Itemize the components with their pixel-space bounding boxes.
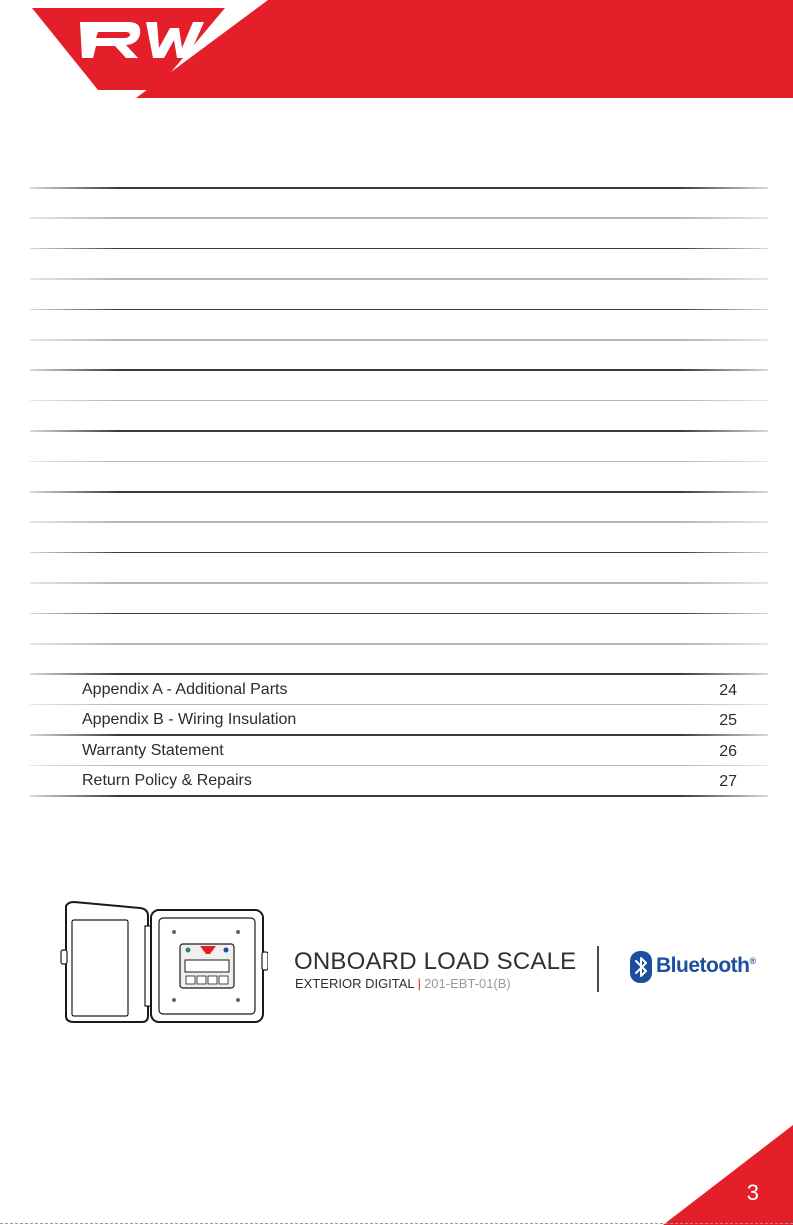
bluetooth-wordmark-text: Bluetooth bbox=[656, 954, 750, 977]
toc-rule bbox=[30, 795, 768, 797]
toc-rule bbox=[30, 552, 768, 554]
toc-entry[interactable] bbox=[30, 765, 768, 795]
registered-mark: ® bbox=[749, 956, 756, 966]
toc-entry[interactable] bbox=[30, 735, 768, 765]
toc-rule bbox=[30, 521, 768, 523]
toc-entry-page: 25 bbox=[719, 712, 737, 730]
toc-entry-label: Appendix A - Additional Parts bbox=[82, 680, 288, 698]
product-title: ONBOARD LOAD SCALE bbox=[294, 948, 577, 975]
toc-entry[interactable] bbox=[30, 704, 768, 734]
toc-rule bbox=[30, 582, 768, 584]
subtitle-separator: | bbox=[417, 976, 422, 991]
header-banner bbox=[0, 0, 793, 98]
toc-rule bbox=[30, 643, 768, 645]
scale-enclosure-icon bbox=[58, 898, 268, 1026]
bluetooth-logo bbox=[630, 950, 756, 986]
toc-rule bbox=[30, 309, 768, 311]
page-number: 3 bbox=[746, 1180, 759, 1205]
toc-rule bbox=[30, 461, 768, 463]
toc-rule bbox=[30, 278, 768, 280]
toc-entry-label: Return Policy & Repairs bbox=[82, 772, 252, 789]
toc-rule bbox=[30, 339, 768, 341]
toc-entry-page: 24 bbox=[719, 681, 737, 699]
toc-entry-label: Appendix B - Wiring Insulation bbox=[82, 711, 297, 729]
toc-entry[interactable] bbox=[30, 674, 768, 704]
toc-entry-label: Warranty Statement bbox=[82, 741, 224, 759]
bottom-trim-line bbox=[0, 1223, 793, 1224]
toc-rule bbox=[30, 400, 768, 402]
product-model: 201-EBT-01(B) bbox=[424, 976, 511, 991]
toc-rule bbox=[30, 187, 768, 189]
page-corner bbox=[663, 1125, 793, 1225]
toc-entry-page: 27 bbox=[719, 773, 737, 790]
vertical-divider bbox=[597, 946, 599, 992]
toc-rule bbox=[30, 491, 768, 493]
toc-rule bbox=[30, 613, 768, 615]
product-block bbox=[58, 898, 766, 1026]
toc-rule bbox=[30, 217, 768, 219]
toc-rule bbox=[30, 430, 768, 432]
toc-entry-page: 26 bbox=[719, 742, 737, 760]
toc-rule bbox=[30, 248, 768, 250]
product-subtitle-text: EXTERIOR DIGITAL bbox=[295, 976, 415, 991]
toc-rule bbox=[30, 369, 768, 371]
bluetooth-icon bbox=[630, 951, 652, 983]
bluetooth-wordmark bbox=[656, 954, 756, 978]
product-subtitle bbox=[295, 976, 511, 991]
